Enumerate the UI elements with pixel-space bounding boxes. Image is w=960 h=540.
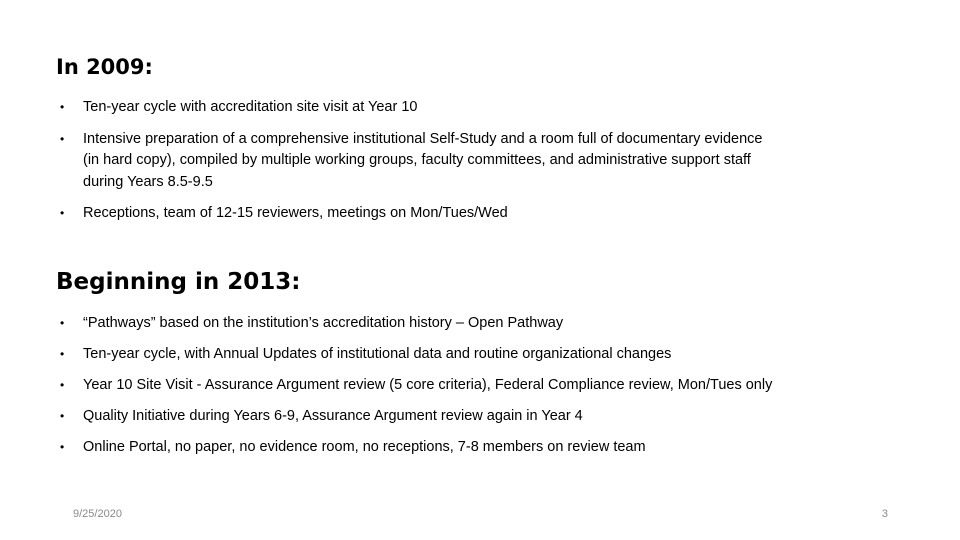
list-item: [60, 313, 780, 335]
list-item-text: Receptions, team of 12-15 reviewers, meetings on Mon/Tues/Wed: [83, 205, 508, 221]
list-item-text: Online Portal, no paper, no evidence room, no receptions, 7-8 members on review team: [83, 439, 646, 455]
bullet-icon: •: [60, 131, 65, 146]
bullet-icon: •: [60, 409, 65, 423]
list-item: [60, 375, 780, 397]
list-item-text: Ten-year cycle, with Annual Updates of institutional data and routine organizational changes: [83, 346, 672, 362]
list-item: [60, 97, 780, 119]
footer-date: 9/25/2020: [73, 508, 122, 520]
list-item-text: Year 10 Site Visit - Assurance Argument review (5 core criteria), Federal Compliance review, Mon/Tues only: [83, 377, 773, 393]
bullet-icon: •: [60, 440, 65, 454]
bullet-icon: •: [60, 206, 65, 220]
bullet-icon: •: [60, 316, 65, 330]
list-item-text: “Pathways” based on the institution’s accreditation history – Open Pathway: [83, 315, 564, 331]
list-item: [60, 203, 780, 225]
list-item-text: Intensive preparation of a comprehensive institutional Self-Study and a room full of documentary evidence (in hard copy), compiled by multiple working groups, faculty committees, and administrative support staff during Years 8.5-9.5: [83, 130, 763, 190]
bullet-list-2009: [60, 97, 780, 235]
bullet-icon: •: [60, 100, 65, 114]
section-heading-2013: Beginning in 2013:: [56, 269, 301, 295]
list-item-text: Ten-year cycle with accreditation site visit at Year 10: [83, 99, 418, 115]
list-item: [60, 344, 780, 366]
list-item: [60, 406, 780, 428]
list-item-text: Quality Initiative during Years 6-9, Assurance Argument review again in Year 4: [83, 408, 583, 424]
page-number: 3: [881, 508, 888, 520]
bullet-list-2013: [60, 313, 780, 468]
list-item: [60, 437, 780, 459]
bullet-icon: •: [60, 347, 65, 361]
list-item: [60, 129, 780, 194]
section-heading-2009: In 2009:: [56, 55, 153, 79]
bullet-icon: •: [60, 378, 65, 392]
